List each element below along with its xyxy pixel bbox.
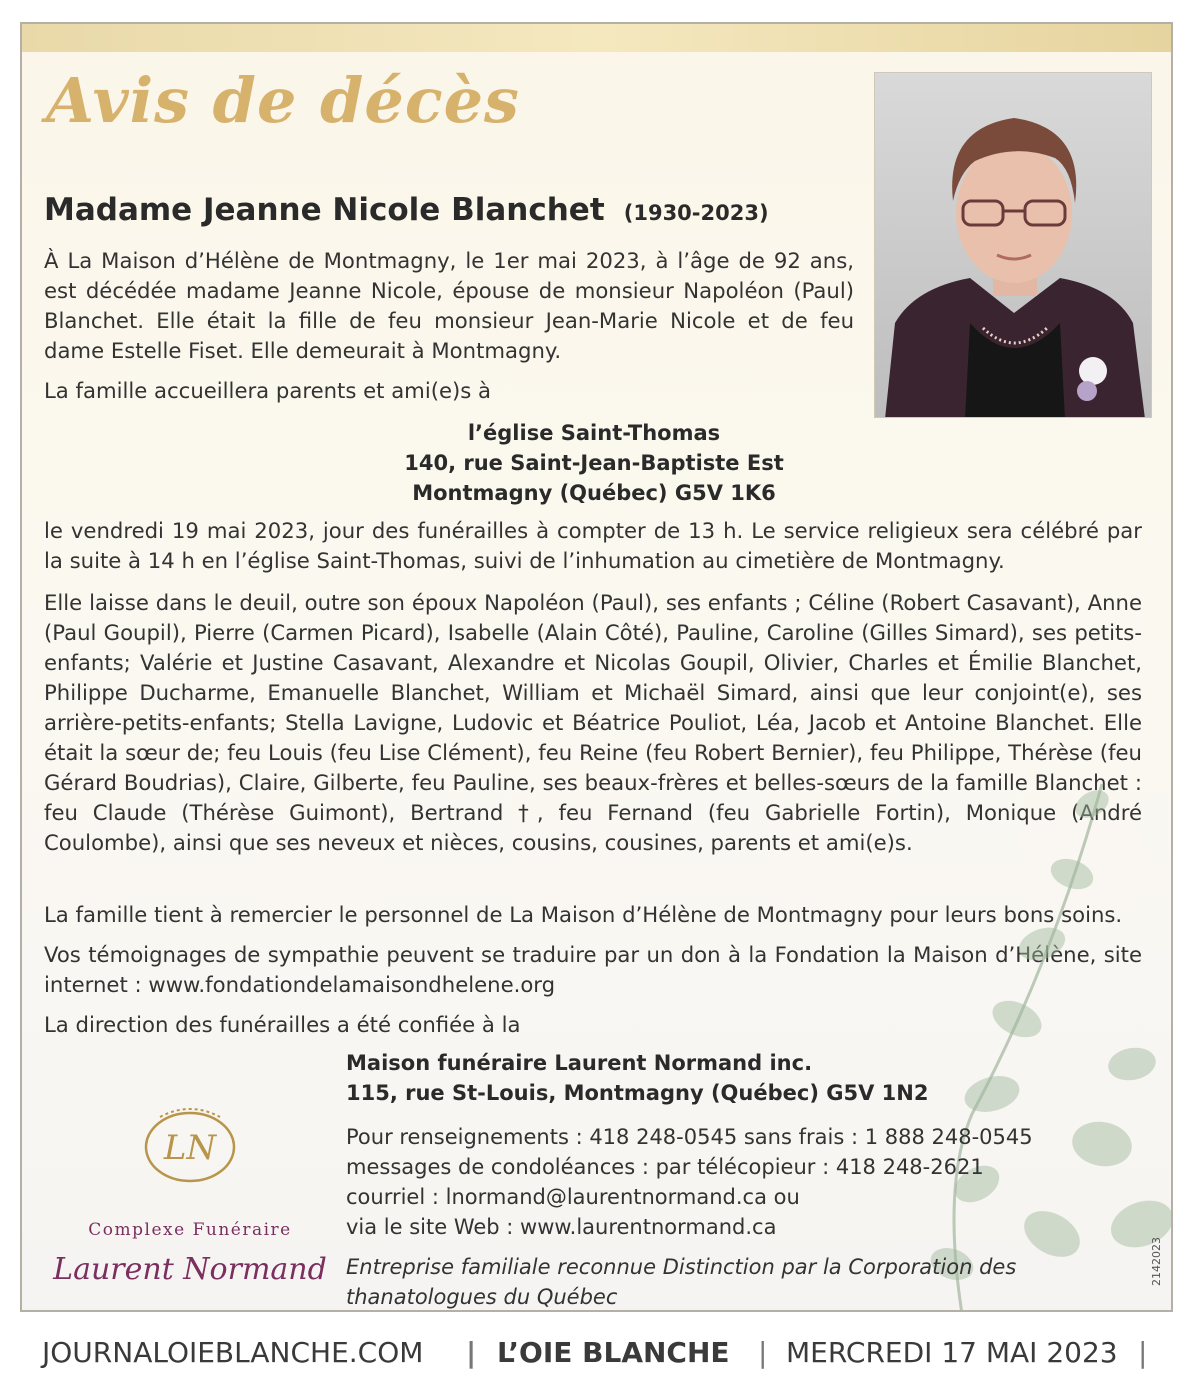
footer-separator-3: |: [1138, 1336, 1148, 1369]
contact-phone: Pour renseignements : 418 248-0545 sans frais : 1 888 248-0545: [346, 1125, 1033, 1149]
funeral-home-block: [346, 1048, 928, 1108]
contact-fax: messages de condoléances : par télécopieur : 418 248-2621: [346, 1155, 984, 1179]
funeral-home-logo: [40, 1099, 340, 1299]
logo-line2: Laurent Normand: [53, 1252, 327, 1287]
funeral-paragraph: le vendredi 19 mai 2023, jour des funérailles à compter de 13 h. Le service religieux sera célébré par la suite à 14 h en l’église Saint-Thomas, suivi de l’inhumation au cimetière de Montmagny.: [44, 518, 1142, 573]
contact-email: courriel : lnormand@laurentnormand.ca ou: [346, 1185, 800, 1209]
life-dates: (1930-2023): [623, 201, 769, 225]
church-name: l’église Saint-Thomas: [467, 421, 721, 445]
deceased-name-line: [44, 192, 769, 228]
contact-website: via le site Web : www.laurentnormand.ca: [346, 1215, 777, 1239]
logo-monogram: LN: [163, 1128, 217, 1168]
footer-separator-2: |: [758, 1336, 768, 1369]
page-footer: [42, 1336, 1162, 1376]
funeral-home-name: Maison funéraire Laurent Normand inc.: [346, 1051, 813, 1075]
donation-paragraph: Vos témoignages de sympathie peuvent se traduire par un don à la Fondation la Maison d’Hélène, site internet : www.fondationdelamaisondhelene.org: [44, 942, 1142, 997]
reference-number: 2142023: [1150, 1237, 1163, 1286]
thanks-paragraph: La famille tient à remercier le personnel de La Maison d’Hélène de Montmagny pour leurs bons soins.: [44, 902, 1123, 927]
deceased-name: Madame Jeanne Nicole Blanchet: [44, 192, 605, 228]
distinction-text: Entreprise familiale reconnue Distinction par la Corporation des thanatologues du Québec: [346, 1255, 1017, 1309]
footer-site: JOURNALOIEBLANCHE.COM: [42, 1336, 424, 1369]
top-gold-band: [22, 24, 1171, 52]
church-address: [384, 418, 804, 508]
funeral-home-address: 115, rue St-Louis, Montmagny (Québec) G5V 1N2: [346, 1081, 929, 1105]
church-street: 140, rue Saint-Jean-Baptiste Est: [404, 451, 784, 475]
obituary-notice: [20, 22, 1173, 1312]
visitation-intro: La famille accueillera parents et ami(e)s à: [44, 378, 492, 403]
survivors-paragraph: Elle laisse dans le deuil, outre son époux Napoléon (Paul), ses enfants ; Céline (Robert Casavant), Anne (Paul Goupil), Pierre (Carmen Picard), Isabelle (Alain Côté), Pauline, Caroline (Gilles Simard), ses petits-enfants; Valérie et Justine Casavant, Alexandre et Nicolas Goupil, Olivier, Charles et Émilie Blanchet, Philippe Ducharme, Emanuelle Blanchet, William et Michaël Simard, ainsi que leur conjoint(e), ses arrière-petits-enfants; Stella Lavigne, Ludovic et Béatrice Pouliot, Léa, Jacob et Antoine Blanchet. Elle était la sœur de; feu Louis (feu Lise Clément), feu Reine (feu Robert Bernier), feu Philippe, Thérèse (feu Gérard Boudrias), Claire, Gilberte, feu Pauline, ses beaux-frères et belles-sœurs de la famille Blanchet : feu Claude (Thérèse Guimont), Bertrand †, feu Fernand (feu Gabrielle Fortin), Monique (André Coulombe), ainsi que ses neveux et nièces, cousins, cousines, parents et ami(e)s.: [44, 590, 1142, 855]
contact-info: [346, 1122, 1033, 1242]
footer-date: MERCREDI 17 MAI 2023: [786, 1336, 1118, 1369]
church-city: Montmagny (Québec) G5V 1K6: [412, 481, 776, 505]
portrait-photo: [874, 72, 1152, 418]
death-paragraph: À La Maison d’Hélène de Montmagny, le 1er mai 2023, à l’âge de 92 ans, est décédée madame Jeanne Nicole, épouse de monsieur Napoléon (Paul) Blanchet. Elle était la fille de feu monsieur Jean-Marie Nicole et de feu dame Estelle Fiset. Elle demeurait à Montmagny.: [44, 248, 854, 363]
notice-heading: Avis de décès: [46, 64, 520, 137]
footer-paper: L’OIE BLANCHE: [497, 1336, 730, 1369]
direction-paragraph: La direction des funérailles a été confiée à la: [44, 1012, 521, 1037]
logo-line1: Complexe Funéraire: [88, 1220, 292, 1240]
footer-separator-1: |: [466, 1336, 477, 1369]
